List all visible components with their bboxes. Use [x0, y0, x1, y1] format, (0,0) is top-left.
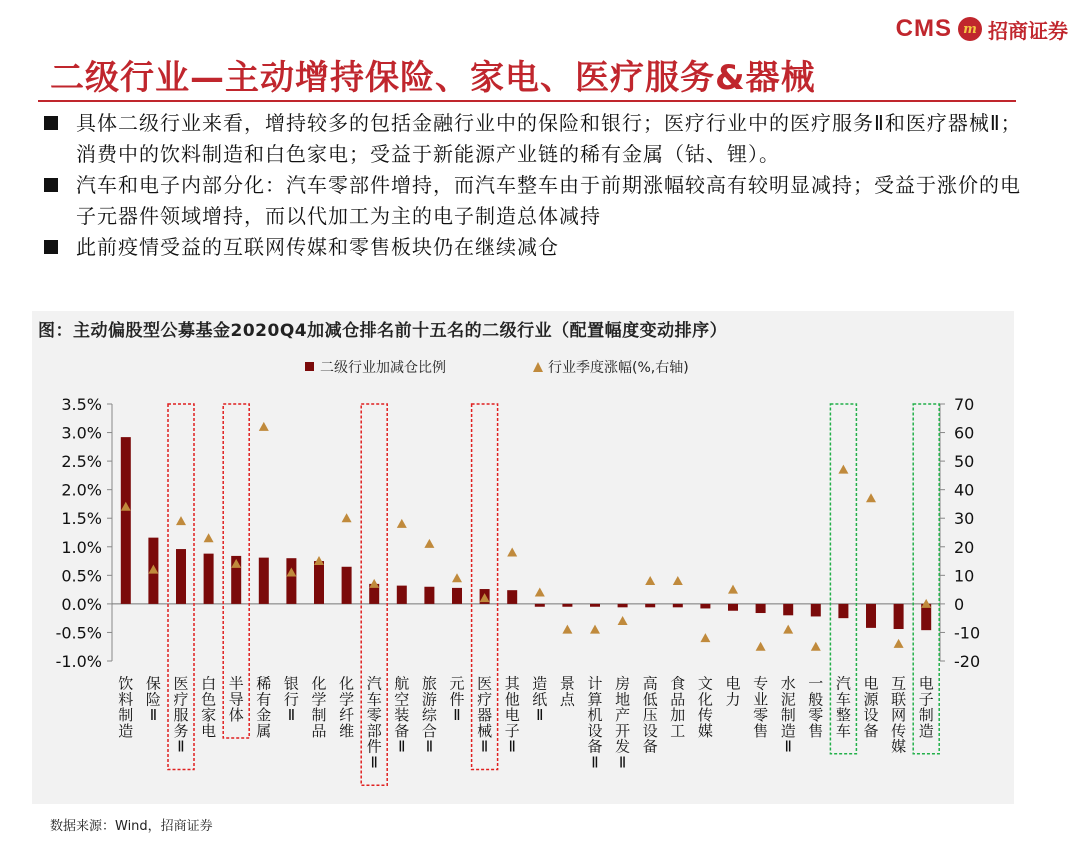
- bar-1: [121, 437, 131, 604]
- x-category-char: 纸: [532, 690, 548, 709]
- x-category-char: 电: [504, 706, 520, 724]
- x-category-label: [753, 675, 768, 740]
- x-category-char: 售: [753, 721, 769, 740]
- legend-label-triangle: 行业季度涨幅(%,右轴): [548, 360, 689, 376]
- x-category-char: 险: [145, 690, 161, 709]
- left-tick-label: 3.0%: [61, 423, 102, 443]
- x-category-char: 元: [449, 674, 465, 693]
- chart-title: 图：主动偏股型公募基金2020Q4加减仓排名前十五名的二级行业（配置幅度变动排序）: [38, 321, 728, 341]
- x-category-char: 泥: [780, 690, 796, 709]
- page-title: 二级行业—主动增持保险、家电、医疗服务&器械: [50, 58, 816, 98]
- x-category-char: 空: [394, 690, 410, 709]
- left-tick-label: 2.5%: [61, 452, 102, 472]
- x-category-char: Ⅱ: [149, 706, 158, 724]
- bar-16: [535, 604, 545, 607]
- x-category-char: 一: [808, 674, 824, 693]
- x-category-char: Ⅱ: [784, 737, 792, 756]
- x-category-label: [670, 675, 685, 740]
- bar-20: [645, 604, 655, 607]
- x-category-label: [725, 675, 740, 709]
- x-category-label: [560, 675, 576, 709]
- bar-13: [452, 588, 462, 604]
- bar-11: [397, 586, 407, 604]
- triangle-marker-21: [673, 576, 683, 585]
- x-category-char: 地: [615, 690, 631, 709]
- bar-29: [894, 604, 904, 629]
- x-category-char: 电: [863, 674, 879, 693]
- x-category-char: 造: [118, 721, 134, 740]
- x-category-char: 色: [201, 690, 217, 709]
- x-category-char: 维: [339, 721, 355, 740]
- bar-8: [314, 561, 324, 604]
- x-category-label: [118, 675, 133, 740]
- x-category-char: 食: [670, 674, 686, 693]
- x-category-label: [836, 675, 851, 740]
- bar-17: [562, 604, 572, 607]
- x-category-char: Ⅱ: [508, 737, 516, 756]
- x-category-char: Ⅱ: [536, 706, 544, 724]
- triangle-marker-11: [397, 519, 407, 528]
- x-category-char: 般: [808, 690, 824, 709]
- bar-19: [618, 604, 628, 607]
- x-category-label: [698, 675, 713, 740]
- x-category-char: Ⅱ: [618, 753, 627, 772]
- x-category-char: 化: [339, 674, 355, 693]
- x-category-char: 专: [753, 674, 769, 693]
- x-category-char: 工: [670, 721, 686, 740]
- x-category-char: 传: [891, 721, 907, 740]
- bar-9: [342, 567, 352, 604]
- x-category-label: [311, 675, 326, 740]
- triangle-marker-28: [866, 493, 876, 502]
- x-category-char: 务: [173, 721, 189, 740]
- x-category-char: 体: [228, 706, 244, 724]
- bar-28: [866, 604, 876, 628]
- x-category-char: 算: [587, 690, 603, 709]
- x-category-char: 造: [780, 721, 796, 740]
- x-category-char: 设: [863, 706, 879, 724]
- brand-name: 招商证券: [988, 18, 1068, 43]
- triangle-marker-3: [176, 516, 186, 525]
- x-category-char: 网: [891, 706, 907, 724]
- x-category-label: [339, 675, 354, 740]
- bar-24: [756, 604, 766, 613]
- triangle-marker-18: [590, 625, 600, 634]
- x-category-char: 制: [311, 706, 327, 724]
- x-category-char: 半: [228, 674, 244, 693]
- x-category-label: [367, 675, 382, 772]
- x-category-char: 售: [808, 721, 824, 740]
- x-category-char: 造: [532, 674, 548, 693]
- x-category-char: 属: [256, 721, 272, 740]
- x-category-char: 汽: [366, 674, 382, 693]
- x-category-char: 造: [918, 721, 934, 740]
- legend-swatch-triangle: [533, 362, 543, 372]
- triangle-marker-20: [645, 576, 655, 585]
- x-category-char: 子: [918, 690, 934, 709]
- brand-logo-icon: m: [958, 17, 982, 41]
- triangle-marker-17: [562, 625, 572, 634]
- x-category-char: 设: [642, 721, 658, 740]
- x-category-char: 零: [753, 706, 769, 724]
- right-tick-label: -10: [954, 623, 981, 643]
- x-category-char: 互: [891, 674, 907, 693]
- x-category-char: 有: [256, 690, 272, 709]
- left-tick-label: 3.5%: [61, 395, 102, 414]
- triangle-marker-13: [452, 573, 462, 582]
- x-category-char: 产: [615, 706, 631, 724]
- x-category-char: 景: [559, 674, 575, 693]
- x-category-char: 电: [918, 674, 934, 693]
- x-category-char: 业: [753, 690, 769, 709]
- brand-cms-text: CMS: [895, 15, 952, 42]
- x-category-label: [643, 675, 658, 756]
- right-tick-label: 10: [954, 566, 975, 586]
- x-category-label: [505, 675, 521, 756]
- x-category-char: 电: [725, 674, 741, 693]
- x-category-char: 保: [145, 674, 161, 693]
- x-category-label: [808, 675, 823, 740]
- left-tick-label: 1.0%: [61, 537, 102, 557]
- x-category-label: [256, 675, 271, 740]
- bar-25: [783, 604, 793, 615]
- x-category-char: 加: [670, 706, 686, 724]
- x-category-char: 文: [697, 674, 713, 693]
- x-category-char: 旅: [421, 674, 437, 693]
- x-category-char: 装: [394, 706, 410, 724]
- bar-26: [811, 604, 821, 617]
- x-category-char: 制: [118, 706, 134, 724]
- x-category-char: 备: [587, 737, 603, 756]
- x-category-label: [201, 675, 216, 740]
- x-category-label: [587, 675, 602, 772]
- x-category-char: Ⅱ: [287, 706, 296, 724]
- x-category-char: 联: [891, 690, 907, 709]
- x-category-char: 电: [201, 721, 217, 740]
- x-category-char: 力: [725, 690, 741, 709]
- x-category-char: 备: [642, 737, 658, 756]
- x-category-char: 备: [394, 721, 410, 740]
- x-category-char: Ⅱ: [453, 706, 461, 724]
- x-category-char: 水: [780, 674, 796, 693]
- triangle-marker-24: [756, 642, 766, 651]
- x-category-char: 压: [642, 706, 658, 724]
- x-category-char: 疗: [173, 690, 189, 709]
- x-category-char: 车: [835, 721, 851, 740]
- x-category-char: 合: [421, 721, 437, 740]
- x-category-char: 纤: [339, 706, 355, 724]
- right-tick-label: -20: [954, 652, 981, 671]
- x-category-label: [532, 675, 547, 725]
- x-category-char: 件: [449, 690, 465, 709]
- x-category-char: 部: [366, 721, 382, 740]
- x-category-char: 学: [311, 690, 327, 709]
- right-tick-label: 40: [954, 480, 975, 500]
- x-category-char: 零: [808, 706, 824, 724]
- x-category-char: 房: [615, 674, 631, 693]
- x-category-char: 游: [421, 690, 437, 709]
- source-note: 数据来源：Wind，招商证券: [50, 819, 213, 834]
- triangle-marker-9: [342, 513, 352, 522]
- x-category-char: 行: [283, 690, 299, 709]
- triangle-marker-8: [314, 556, 324, 565]
- x-category-char: Ⅱ: [591, 753, 599, 772]
- x-category-char: 导: [228, 690, 244, 709]
- x-category-char: 点: [559, 690, 575, 709]
- x-category-char: 备: [863, 721, 879, 740]
- x-category-label: [863, 675, 879, 740]
- x-category-char: 汽: [835, 674, 851, 693]
- left-tick-label: -0.5%: [55, 623, 102, 643]
- x-category-label: [615, 675, 630, 772]
- legend-swatch-bars: [305, 362, 314, 371]
- x-category-char: 料: [118, 690, 134, 709]
- x-category-char: 航: [394, 674, 410, 693]
- x-category-char: 件: [366, 737, 382, 756]
- triangle-marker-25: [783, 625, 793, 634]
- left-tick-label: 0.0%: [61, 594, 102, 614]
- x-category-char: 开: [615, 721, 631, 740]
- triangle-marker-6: [259, 422, 269, 431]
- x-category-label: [919, 675, 934, 740]
- x-category-char: 化: [697, 690, 713, 709]
- x-category-char: 医: [173, 674, 189, 693]
- x-category-char: 机: [587, 706, 603, 724]
- triangle-marker-29: [894, 639, 904, 648]
- x-category-char: 金: [256, 706, 272, 724]
- x-category-label: [449, 675, 464, 725]
- x-category-char: 整: [835, 706, 851, 724]
- bar-4: [204, 554, 214, 604]
- right-tick-label: 50: [954, 452, 975, 472]
- x-category-char: 传: [697, 706, 713, 724]
- x-category-char: 制: [918, 706, 934, 724]
- right-tick-label: 0: [954, 594, 965, 614]
- right-tick-label: 30: [954, 509, 975, 529]
- x-category-char: 学: [339, 690, 355, 709]
- x-category-label: [284, 675, 299, 725]
- x-category-label: [229, 675, 244, 725]
- triangle-marker-19: [618, 616, 628, 625]
- x-category-char: 综: [421, 706, 437, 724]
- bar-18: [590, 604, 600, 607]
- x-category-char: 疗: [477, 690, 493, 709]
- x-category-char: 源: [863, 690, 879, 709]
- x-category-char: 低: [642, 690, 658, 709]
- x-category-char: 银: [283, 674, 299, 693]
- x-category-char: 媒: [891, 737, 907, 756]
- x-category-char: 发: [615, 737, 631, 756]
- bar-6: [259, 558, 269, 604]
- bar-15: [507, 590, 517, 604]
- bullet-text: 汽车和电子内部分化：汽车零部件增持，而汽车整车由于前期涨幅较高有较明显减持；受益于涨价的电子元器件领域增持，而以代加工为主的电子制造总体减持: [76, 173, 1021, 228]
- x-category-label: [422, 675, 438, 756]
- x-category-char: Ⅱ: [370, 753, 378, 772]
- x-category-char: 服: [173, 706, 189, 724]
- x-category-label: [781, 675, 796, 756]
- x-category-char: 械: [477, 721, 493, 740]
- right-tick-label: 60: [954, 423, 975, 443]
- bar-22: [700, 604, 710, 609]
- bar-12: [424, 587, 434, 604]
- triangle-marker-22: [700, 633, 710, 642]
- x-category-label: [146, 675, 161, 725]
- bar-23: [728, 604, 738, 611]
- triangle-marker-26: [811, 642, 821, 651]
- left-tick-label: -1.0%: [55, 652, 102, 671]
- x-category-char: 稀: [256, 674, 272, 693]
- left-tick-label: 2.0%: [61, 480, 102, 500]
- left-tick-label: 1.5%: [61, 509, 102, 529]
- x-category-char: Ⅱ: [480, 737, 489, 756]
- bar-7: [286, 558, 296, 604]
- triangle-marker-4: [204, 533, 214, 542]
- legend-label-bars: 二级行业加减仓比例: [320, 360, 446, 376]
- x-category-char: 品: [670, 690, 686, 709]
- triangle-marker-23: [728, 585, 738, 594]
- x-category-char: Ⅱ: [398, 737, 406, 756]
- x-category-label: [477, 675, 492, 756]
- bullet-text: 具体二级行业来看，增持较多的包括金融行业中的保险和银行；医疗行业中的医疗服务Ⅱ和医疗器械Ⅱ；消费中的饮料制造和白色家电；受益于新能源产业链的稀有金属（钴、锂）。: [76, 111, 1022, 166]
- bar-27: [838, 604, 848, 618]
- x-category-char: Ⅱ: [425, 737, 434, 756]
- bullet-text: 此前疫情受益的互联网传媒和零售板块仍在继续减仓: [76, 235, 559, 259]
- triangle-marker-15: [507, 547, 517, 556]
- right-tick-label: 20: [954, 537, 975, 557]
- x-category-label: [173, 675, 188, 756]
- triangle-marker-10: [369, 579, 379, 588]
- bar-3: [176, 549, 186, 604]
- x-category-char: 子: [504, 721, 520, 740]
- x-category-char: 计: [587, 674, 603, 693]
- x-category-char: 车: [835, 690, 851, 709]
- x-category-char: Ⅱ: [177, 737, 185, 756]
- x-category-char: 医: [477, 674, 493, 693]
- x-category-char: 化: [311, 674, 327, 693]
- x-category-char: 制: [780, 706, 796, 724]
- triangle-marker-12: [424, 539, 434, 548]
- x-category-label: [891, 675, 906, 756]
- x-category-char: 媒: [697, 721, 713, 740]
- x-category-char: 车: [366, 690, 382, 709]
- x-category-char: 零: [366, 706, 382, 724]
- left-tick-label: 0.5%: [61, 566, 102, 586]
- x-category-char: 其: [504, 674, 520, 693]
- x-category-char: 饮: [118, 674, 134, 693]
- x-category-label: [394, 675, 409, 756]
- x-category-char: 高: [642, 674, 658, 693]
- triangle-marker-16: [535, 587, 545, 596]
- x-category-char: 设: [587, 721, 603, 740]
- x-category-char: 白: [201, 674, 217, 693]
- x-category-char: 家: [201, 706, 217, 724]
- x-category-char: 他: [504, 690, 520, 709]
- right-tick-label: 70: [954, 395, 975, 414]
- bar-21: [673, 604, 683, 607]
- triangle-marker-27: [838, 465, 848, 474]
- x-category-char: 品: [311, 721, 327, 740]
- x-category-char: 器: [477, 706, 493, 724]
